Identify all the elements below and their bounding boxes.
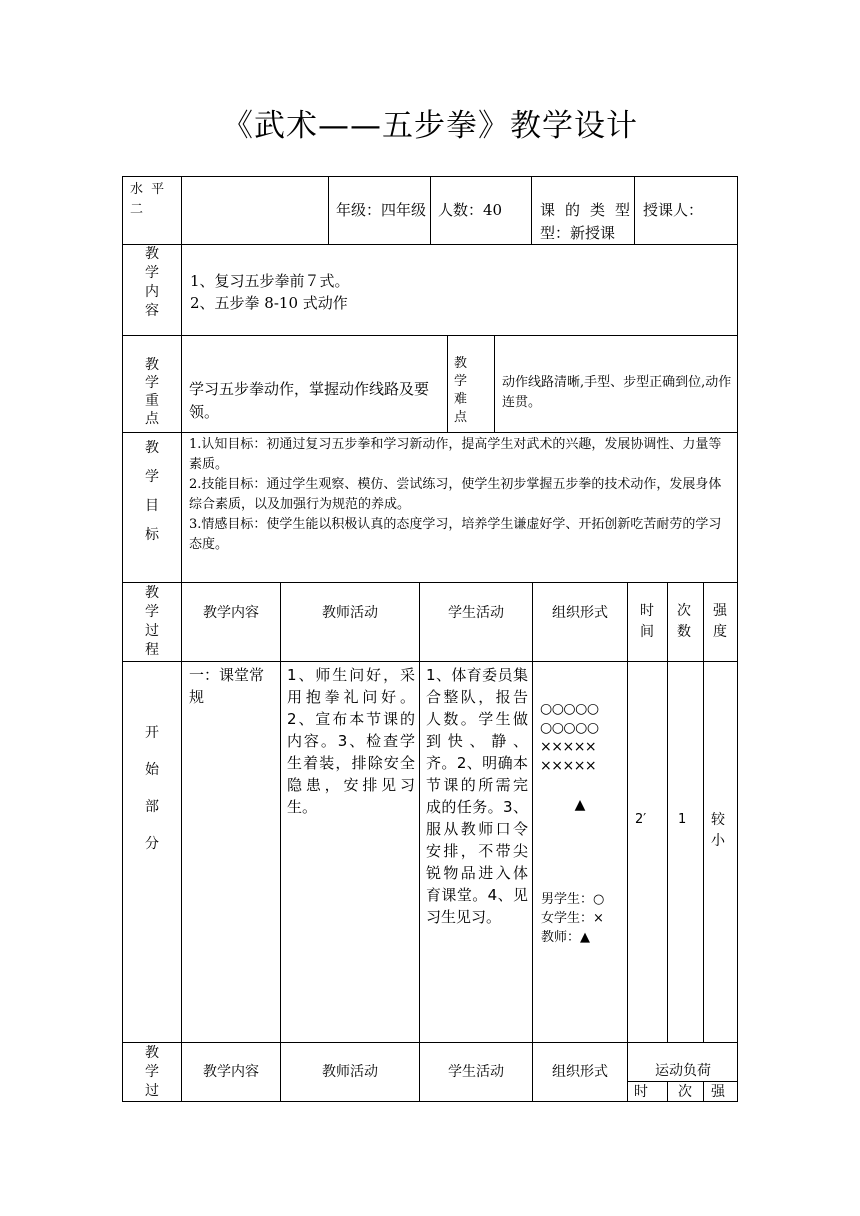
header-teacher: 教师活动 xyxy=(322,605,378,621)
start-intensity: 较小 xyxy=(711,812,725,849)
next-header-org: 组织形式 xyxy=(552,1064,608,1080)
process-label: 教学过程 xyxy=(145,585,159,658)
formation-legend xyxy=(541,890,627,947)
formation-diagram xyxy=(540,700,624,776)
next-header-student: 学生活动 xyxy=(448,1064,504,1080)
header-student: 学生活动 xyxy=(448,605,504,621)
difficulty-text: 动作线路清晰,手型、步型正确到位,动作连贯。 xyxy=(502,375,732,410)
content-line-1: 1、复习五步拳前７式。 xyxy=(190,272,350,290)
next-header-time: 时 xyxy=(634,1084,648,1100)
start-content: 一：课堂常规 xyxy=(189,666,265,706)
focus-text: 学习五步拳动作，掌握动作线路及要领。 xyxy=(189,380,430,421)
formation-row-boys-2: ○○○○○ xyxy=(540,720,599,736)
next-header-teacher: 教师活动 xyxy=(322,1064,378,1080)
goal-item-cognitive: 1.认知目标：初通过复习五步拳和学习新动作，提高学生对武术的兴趣，发展协调性、力量等素质。 xyxy=(189,437,722,472)
next-header-load: 运动负荷 xyxy=(655,1063,711,1079)
grade-cell: 年级：四年级 xyxy=(336,201,427,219)
document-title: 《武术——五步拳》教学设计 xyxy=(222,108,638,144)
header-intensity: 强度 xyxy=(713,603,727,640)
formation-row-boys-1: ○○○○○ xyxy=(540,701,599,717)
content-label: 教学内容 xyxy=(145,246,159,319)
header-org: 组织形式 xyxy=(552,605,608,621)
teacher-name-cell: 授课人： xyxy=(643,201,704,219)
header-times: 次数 xyxy=(677,603,691,640)
next-header-times: 次 xyxy=(678,1084,692,1100)
goals-label: 教学目标 xyxy=(145,440,159,543)
start-student-activity: 1、体育委员集合整队，报告人数。学生做到快、静、齐。2、明确本节课的所需完成的任务。3、服从教师口令安排，不带尖锐物品进入体育课堂。4、见习生见习。 xyxy=(426,666,528,926)
focus-label: 教学重点 xyxy=(145,357,159,427)
header-time: 时间 xyxy=(640,603,654,640)
legend-teacher: 教师：▲ xyxy=(541,930,590,945)
header-content: 教学内容 xyxy=(203,605,259,621)
lesson-type-cell: 课 的 类 型 型：新授课 xyxy=(540,201,630,242)
student-count-cell: 人数：40 xyxy=(438,201,503,219)
difficulty-label: 教学难点 xyxy=(454,356,468,425)
start-teacher-activity: 1、师生问好，采用抱拳礼问好。2、宣布本节课的内容。3、检查学生着装，排除安全隐患，安排见习生。 xyxy=(287,666,415,816)
level-cell: 水 平 二 xyxy=(130,182,167,217)
formation-row-girls-1: ××××× xyxy=(540,739,597,755)
goal-item-skill: 2.技能目标：通过学生观察、模仿、尝试练习，使学生初步掌握五步拳的技术动作，发展身体综合素质，以及加强行为规范的养成。 xyxy=(189,477,722,512)
next-header-intensity: 强 xyxy=(711,1084,725,1100)
next-process-label: 教学过 xyxy=(145,1045,159,1099)
legend-girls: 女学生：× xyxy=(541,911,604,926)
start-section-label: 开始部分 xyxy=(145,725,159,852)
legend-boys: 男学生：○ xyxy=(541,892,605,907)
goals-list xyxy=(189,435,734,555)
formation-row-girls-2: ××××× xyxy=(540,758,597,774)
next-header-content: 教学内容 xyxy=(203,1064,259,1080)
content-line-2: 2、五步拳 8-10 式动作 xyxy=(190,294,348,312)
start-times: 1 xyxy=(678,812,687,827)
start-time: 2′ xyxy=(635,812,647,827)
teacher-position-mark: ▲ xyxy=(574,797,586,813)
goal-item-affective: 3.情感目标：使学生能以积极认真的态度学习，培养学生谦虚好学、开拓创新吃苦耐劳的学习态度。 xyxy=(189,517,722,552)
